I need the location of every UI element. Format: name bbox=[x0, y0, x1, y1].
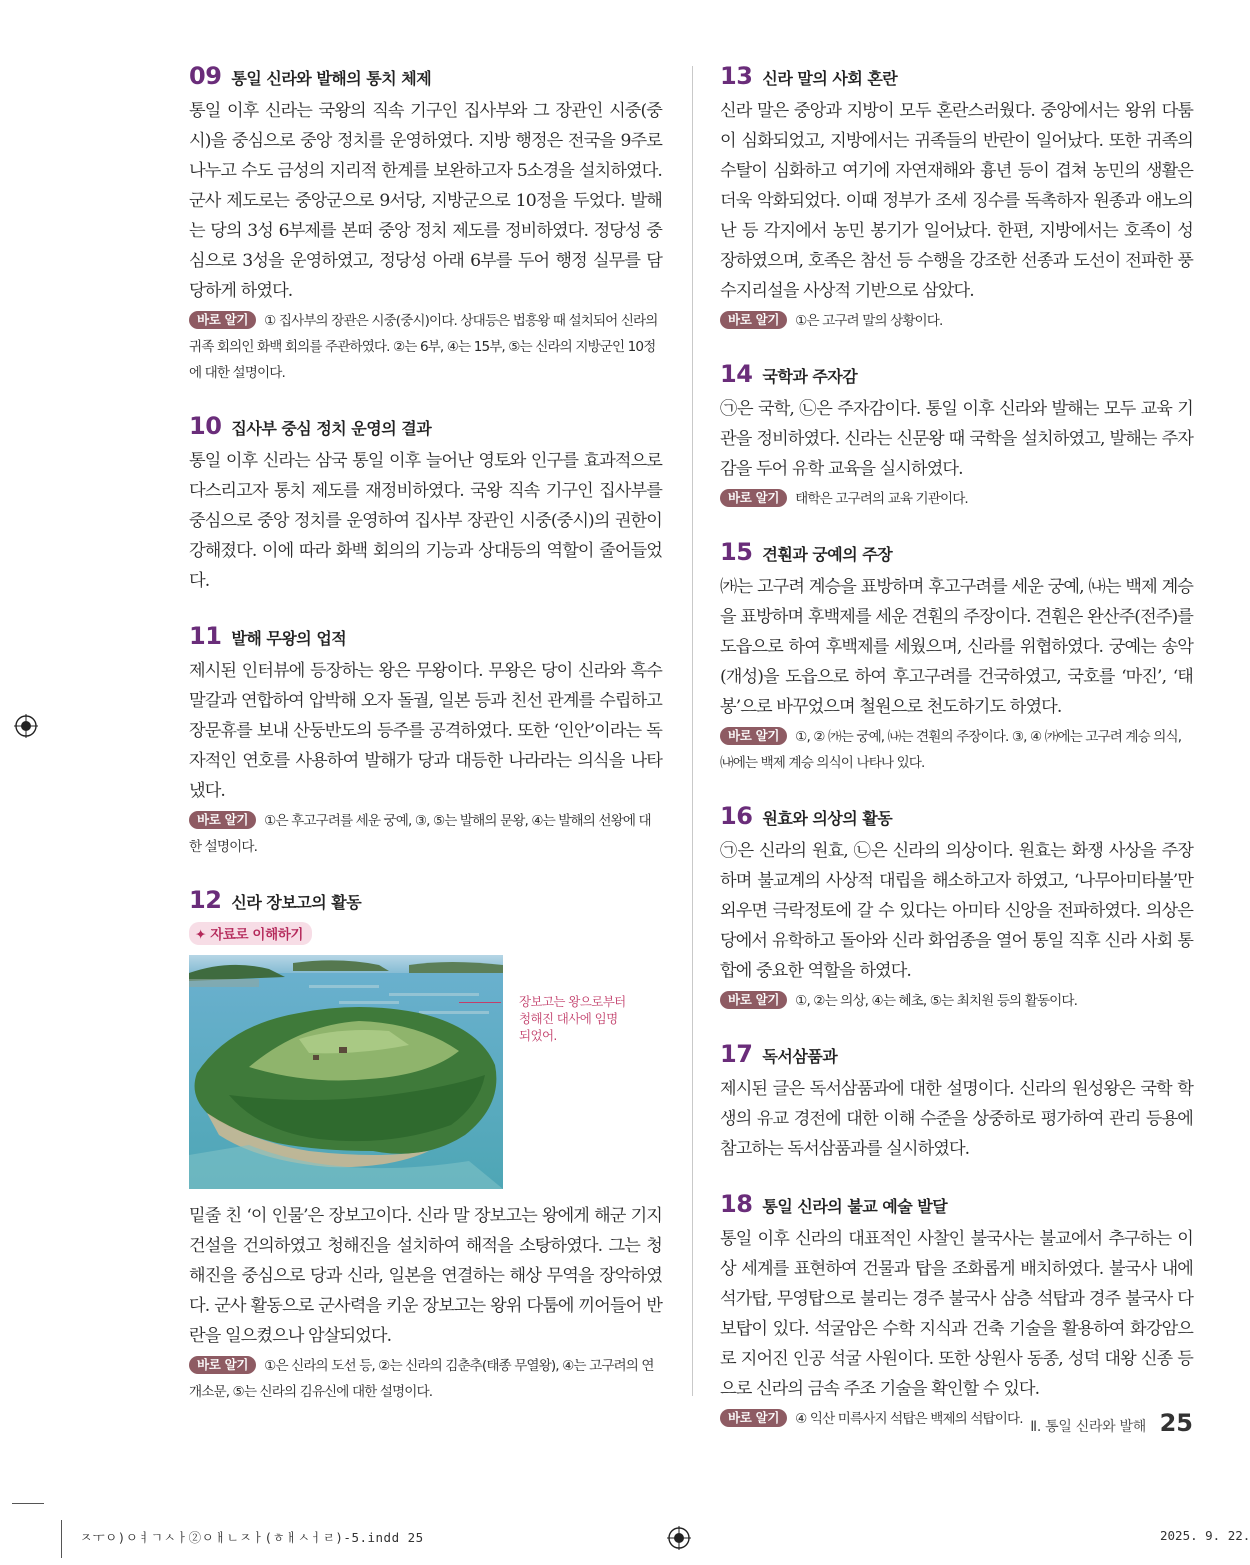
section-heading bbox=[720, 802, 1193, 830]
answer-badge: 바로 알기 bbox=[189, 811, 256, 829]
section-18 bbox=[720, 1190, 1193, 1432]
print-date: 2025. 9. 22. bbox=[1160, 1528, 1250, 1543]
answer-note-text: ①은 신라의 도선 등, ②는 신라의 김춘추(태종 무열왕), ④는 고구려의 연개소문, ⑤는 신라의 김유신에 대한 설명이다. bbox=[189, 1358, 654, 1400]
answer-note-text: ①은 고구려 말의 상황이다. bbox=[795, 313, 943, 329]
answer-note bbox=[720, 308, 1193, 334]
section-title: 통일 신라의 불교 예술 발달 bbox=[762, 1197, 948, 1216]
answer-note-text: ① 집사부의 장관은 시중(중시)이다. 상대등은 법흥왕 때 설치되어 신라의 귀족 회의인 화백 회의를 주관하였다. ②는 6부, ④는 15부, ⑤는 신라의 지방군인 10정에 대한 설명이다. bbox=[189, 313, 658, 381]
section-12 bbox=[189, 886, 662, 1405]
section-16 bbox=[720, 802, 1193, 1014]
section-13 bbox=[720, 62, 1193, 334]
section-title: 통일 신라와 발해의 통치 체제 bbox=[231, 69, 432, 88]
section-heading bbox=[720, 360, 1193, 388]
figure bbox=[189, 955, 662, 1191]
section-title: 원효와 의상의 활동 bbox=[762, 809, 893, 828]
answer-badge: 바로 알기 bbox=[720, 727, 787, 745]
section-title: 독서삼품과 bbox=[762, 1047, 838, 1066]
section-heading bbox=[720, 538, 1193, 566]
section-number: 11 bbox=[189, 622, 222, 650]
island-aerial-image bbox=[189, 955, 503, 1189]
section-title: 국학과 주자감 bbox=[762, 367, 858, 386]
section-11 bbox=[189, 622, 662, 860]
footer-section-label: Ⅱ. 통일 신라와 발해 bbox=[1030, 1419, 1146, 1435]
answer-badge: 바로 알기 bbox=[720, 991, 787, 1009]
section-body: 밑줄 친 ‘이 인물’은 장보고이다. 신라 말 장보고는 왕에게 해군 기지 건설을 건의하였고 청해진을 설치하여 해적을 소탕하였다. 그는 청해진을 중심으로 당과 신라, 일본을 연결하는 해상 무역을 장악하였다. 군사 활동으로 군사력을 키운 장보고는 왕위 다툼에 끼어들어 반란을 일으켰으나 암살되었다. bbox=[189, 1206, 662, 1346]
section-title: 발해 무왕의 업적 bbox=[231, 629, 347, 648]
section-heading bbox=[720, 1040, 1193, 1068]
section-15 bbox=[720, 538, 1193, 776]
callout-line bbox=[459, 1002, 501, 1003]
answer-note-text: ④ 익산 미륵사지 석탑은 백제의 석탑이다. bbox=[795, 1411, 1023, 1427]
section-number: 13 bbox=[720, 62, 753, 90]
answer-badge: 바로 알기 bbox=[720, 311, 787, 329]
section-title: 견훤과 궁예의 주장 bbox=[762, 545, 893, 564]
answer-badge: 바로 알기 bbox=[720, 489, 787, 507]
section-number: 12 bbox=[189, 886, 222, 914]
answer-note-text: ①, ②는 의상, ④는 혜초, ⑤는 최치원 등의 활동이다. bbox=[795, 993, 1078, 1009]
answer-note-text: ①은 후고구려를 세운 궁예, ③, ⑤는 발해의 문왕, ④는 발해의 선왕에 대한 설명이다. bbox=[189, 813, 651, 855]
answer-badge: 바로 알기 bbox=[189, 1356, 256, 1374]
island-photo bbox=[189, 955, 503, 1189]
answer-note bbox=[720, 486, 1193, 512]
crop-mark bbox=[61, 1520, 62, 1558]
data-understanding-badge: ✦ 자료로 이해하기 bbox=[189, 922, 312, 945]
section-body: 통일 이후 신라는 삼국 통일 이후 늘어난 영토와 인구를 효과적으로 다스리고자 통치 제도를 재정비하였다. 국왕 직속 기구인 집사부를 중심으로 중앙 정치를 운영하여 집사부 장관인 시중(중시)의 권한이 강해졌다. 이에 따라 화백 회의의 기능과 상대등의 역할이 줄어들었다. bbox=[189, 451, 662, 591]
answer-note-text: 태학은 고구려의 교육 기관이다. bbox=[795, 491, 968, 507]
answer-badge: 바로 알기 bbox=[720, 1409, 787, 1427]
section-heading bbox=[189, 622, 662, 650]
section-heading bbox=[189, 62, 662, 90]
callout-text: 장보고는 왕으로부터 청해진 대사에 임명되었어. bbox=[519, 994, 626, 1043]
section-number: 17 bbox=[720, 1040, 753, 1068]
answer-note bbox=[720, 988, 1193, 1014]
section-number: 15 bbox=[720, 538, 753, 566]
answer-note bbox=[189, 808, 662, 860]
crop-mark bbox=[12, 1503, 44, 1504]
print-file-info: ㅈㅜㅇ)ㅇㅕㄱㅅㅏ②ㅇㅐㄴㅈㅏ(ㅎㅐㅅㅓㄹ)-5.indd 25 bbox=[80, 1530, 424, 1545]
section-body: ㈎는 고구려 계승을 표방하며 후고구려를 세운 궁예, ㈏는 백제 계승을 표방하며 후백제를 세운 견훤의 주장이다. 견훤은 완산주(전주)를 도읍으로 하여 후백제를 세웠으며, 신라를 위협하였다. 궁예는 송악(개성)을 도읍으로 하여 후고구려를 건국하였고, 국호를 ‘마진’, ‘태봉’으로 바꾸었으며 철원으로 천도하기도 하였다. bbox=[720, 577, 1193, 717]
page-number: 25 bbox=[1159, 1409, 1193, 1437]
answer-note-text: ①, ② ㈎는 궁예, ㈏는 견훤의 주장이다. ③, ④ ㈎에는 고구려 계승 의식, ㈏에는 백제 계승 의식이 나타나 있다. bbox=[720, 729, 1182, 771]
right-column bbox=[720, 62, 1193, 1458]
answer-note bbox=[189, 308, 662, 386]
section-body: ㉠은 국학, ㉡은 주자감이다. 통일 이후 신라와 발해는 모두 교육 기관을 정비하였다. 신라는 신문왕 때 국학을 설치하였고, 발해는 주자감을 두어 유학 교육을 실시하였다. bbox=[720, 399, 1193, 479]
section-number: 09 bbox=[189, 62, 222, 90]
section-10 bbox=[189, 412, 662, 596]
section-body: 통일 이후 신라의 대표적인 사찰인 불국사는 불교에서 추구하는 이상 세계를 표현하여 건물과 탑을 조화롭게 배치하였다. 불국사 내에 석가탑, 무영탑으로 불리는 경주 불국사 삼층 석탑과 경주 불국사 다보탑이 있다. 석굴암은 수학 지식과 건축 기술을 활용하여 화강암으로 지어진 인공 석굴 사원이다. 또한 상원사 동종, 성덕 대왕 신종 등으로 신라의 금속 주조 기술을 확인할 수 있다. bbox=[720, 1229, 1193, 1399]
section-09 bbox=[189, 62, 662, 386]
section-heading bbox=[189, 412, 662, 440]
section-body: 제시된 글은 독서삼품과에 대한 설명이다. 신라의 원성왕은 국학 학생의 유교 경전에 대한 이해 수준을 상중하로 평가하여 관리 등용에 참고하는 독서삼품과를 실시하였다. bbox=[720, 1079, 1193, 1159]
section-number: 14 bbox=[720, 360, 753, 388]
section-14 bbox=[720, 360, 1193, 512]
section-body: 제시된 인터뷰에 등장하는 왕은 무왕이다. 무왕은 당이 신라와 흑수 말갈과 연합하여 압박해 오자 돌궐, 일본 등과 친선 관계를 수립하고 장문휴를 보내 산둥반도의 등주를 공격하였다. 또한 ‘인안’이라는 독자적인 연호를 사용하여 발해가 당과 대등한 나라라는 의식을 나타냈다. bbox=[189, 661, 662, 801]
answer-note bbox=[189, 1353, 662, 1405]
section-heading bbox=[189, 886, 662, 914]
answer-badge: 바로 알기 bbox=[189, 311, 256, 329]
section-number: 16 bbox=[720, 802, 753, 830]
column-divider bbox=[692, 66, 693, 1396]
section-17 bbox=[720, 1040, 1193, 1164]
section-body: 통일 이후 신라는 국왕의 직속 기구인 집사부와 그 장관인 시중(중시)을 중심으로 중앙 정치를 운영하였다. 지방 행정은 전국을 9주로 나누고 수도 금성의 지리적 한계를 보완하고자 5소경을 설치하였다. 군사 제도로는 중앙군으로 9서당, 지방군으로 10정을 두었다. 발해는 당의 3성 6부제를 본떠 중앙 정치 제도를 정비하였다. 정당성 중심으로 3성을 운영하였고, 정당성 아래 6부를 두어 행정 실무를 담당하게 하였다. bbox=[189, 101, 662, 301]
section-number: 18 bbox=[720, 1190, 753, 1218]
section-title: 집사부 중심 정치 운영의 결과 bbox=[231, 419, 432, 438]
left-column bbox=[189, 62, 662, 1431]
section-heading bbox=[720, 1190, 1193, 1218]
registration-mark-icon bbox=[14, 714, 38, 738]
answer-note bbox=[720, 724, 1193, 776]
section-title: 신라 말의 사회 혼란 bbox=[762, 69, 898, 88]
section-number: 10 bbox=[189, 412, 222, 440]
registration-mark-icon bbox=[667, 1526, 691, 1550]
section-body: ㉠은 신라의 원효, ㉡은 신라의 의상이다. 원효는 화쟁 사상을 주장하며 불교계의 사상적 대립을 해소하고자 하였고, ‘나무아미타불’만 외우면 극락정토에 갈 수 있다는 아미타 신앙을 전파하였다. 의상은 당에서 유학하고 돌아와 신라 화엄종을 열어 통일 직후 신라 사회 통합에 중요한 역할을 하였다. bbox=[720, 841, 1193, 981]
section-body: 신라 말은 중앙과 지방이 모두 혼란스러웠다. 중앙에서는 왕위 다툼이 심화되었고, 지방에서는 귀족들의 반란이 일어났다. 또한 귀족의 수탈이 심화하고 여기에 자연재해와 흉년 등이 겹쳐 농민의 생활은 더욱 악화되었다. 이때 정부가 조세 징수를 독촉하자 원종과 애노의 난 등 각지에서 농민 봉기가 일어났다. 한편, 지방에서는 호족이 성장하였으며, 호족은 참선 등 수행을 강조한 선종과 도선이 전파한 풍수지리설을 사상적 기반으로 삼았다. bbox=[720, 101, 1193, 301]
section-heading bbox=[720, 62, 1193, 90]
section-title: 신라 장보고의 활동 bbox=[231, 893, 362, 912]
